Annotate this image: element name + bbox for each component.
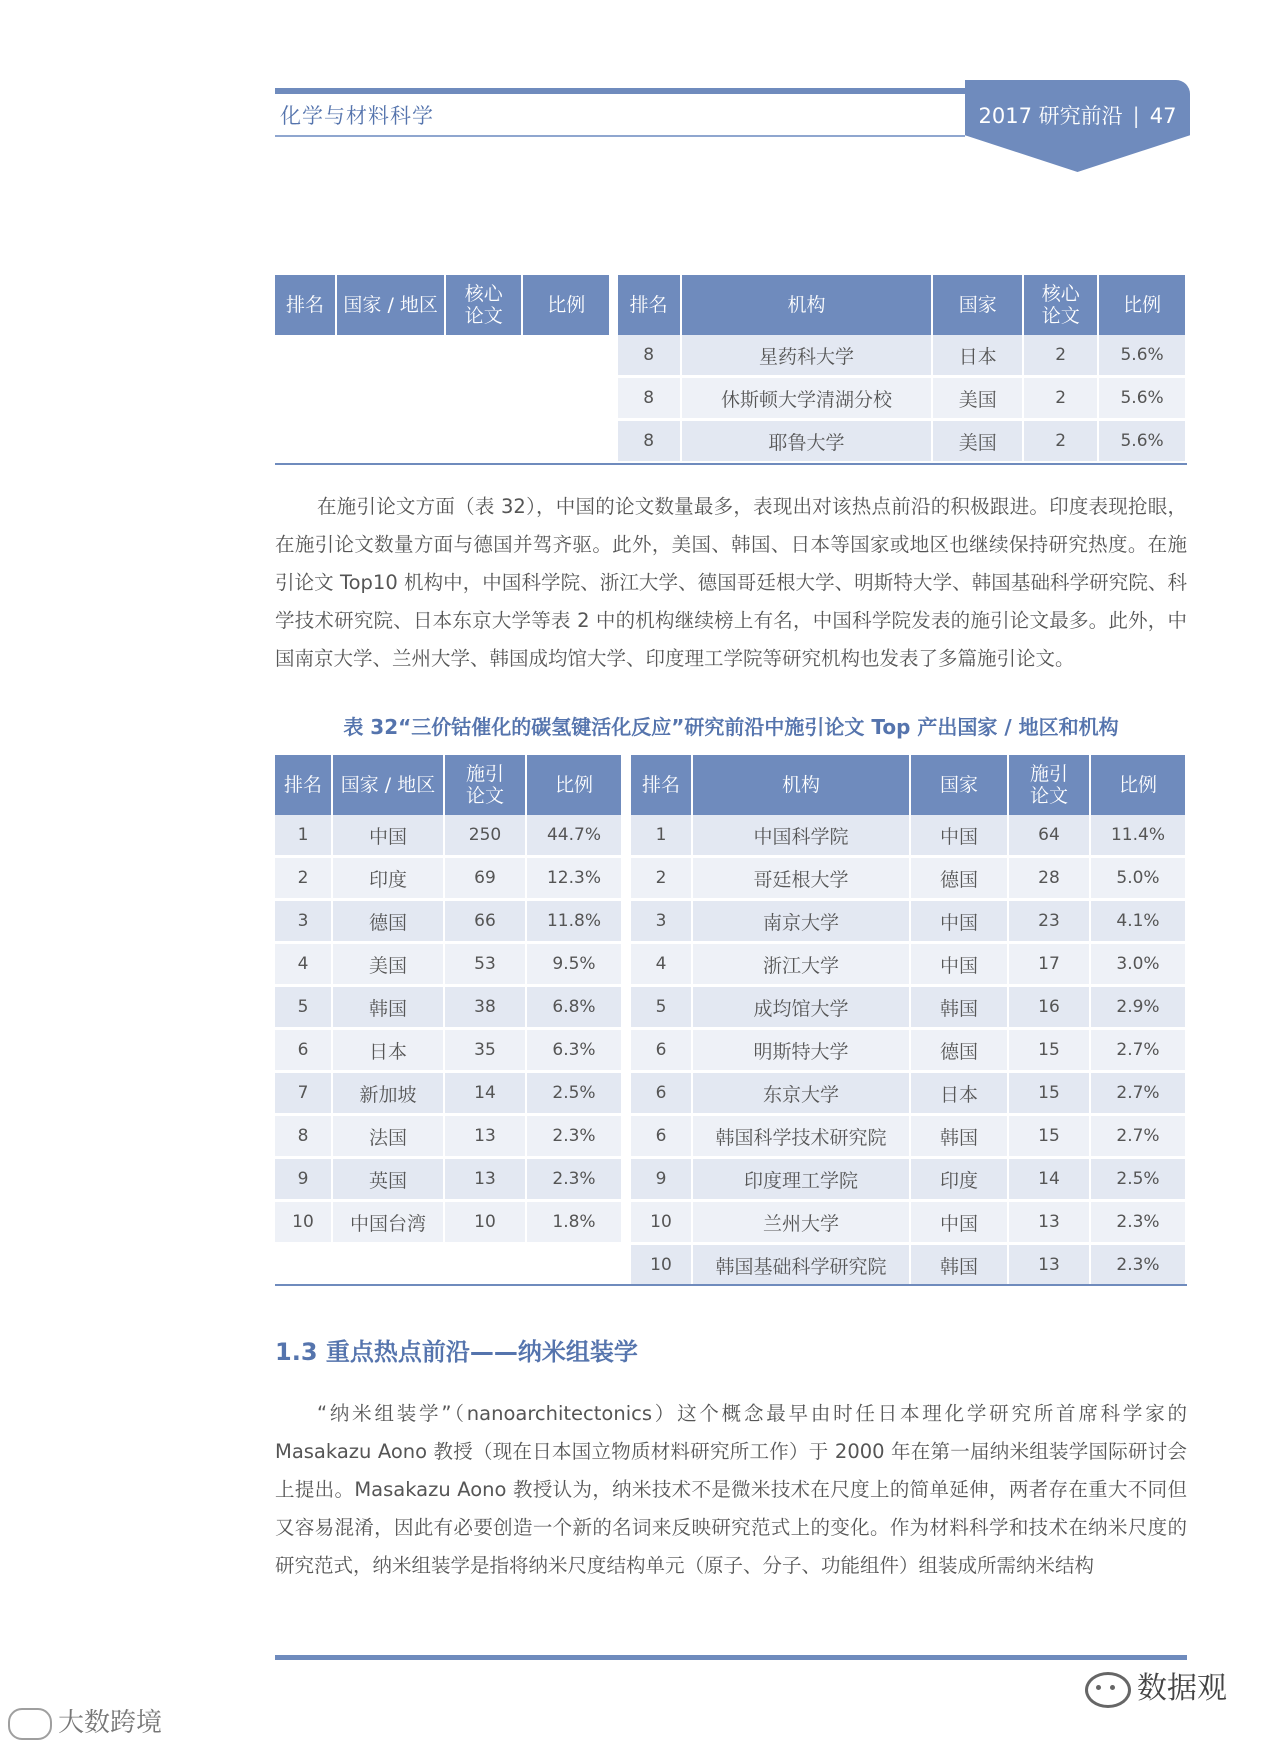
inst-name: 印度理工学院	[693, 1159, 911, 1202]
column-gap	[623, 1030, 631, 1073]
country-rank: 4	[275, 944, 333, 987]
watermark-right	[1085, 1663, 1227, 1708]
table-row	[275, 1116, 1187, 1159]
country-papers: 10	[445, 1202, 527, 1245]
country-papers: 14	[445, 1073, 527, 1116]
col-header-core-papers: 核心 论文	[446, 275, 523, 335]
empty-cell	[275, 421, 611, 464]
country-name: 英国	[333, 1159, 445, 1202]
publication-title: 2017 研究前沿	[978, 104, 1123, 128]
country-share: 9.5%	[527, 944, 623, 987]
country-name: 中国	[333, 815, 445, 858]
country-name: 中国台湾	[333, 1202, 445, 1245]
col-header-inst-country: 国家	[911, 755, 1009, 815]
table-row	[275, 901, 1187, 944]
inst-country: 中国	[911, 901, 1009, 944]
inst-share: 2.3%	[1091, 1202, 1187, 1245]
inst-papers: 64	[1009, 815, 1091, 858]
watermark-text: 数据观	[1137, 1671, 1227, 1706]
table-row	[275, 1245, 1187, 1288]
col-header-inst-papers: 核心 论文	[1024, 275, 1099, 335]
country-papers: 53	[445, 944, 527, 987]
inst-country: 中国	[911, 1202, 1009, 1245]
country-share: 11.8%	[527, 901, 623, 944]
header-separator: |	[1132, 104, 1140, 128]
inst-rank: 9	[631, 1159, 693, 1202]
country-name: 印度	[333, 858, 445, 901]
country-rank: 8	[275, 1116, 333, 1159]
col-header-inst-share: 比例	[1099, 275, 1187, 335]
inst-share: 2.5%	[1091, 1159, 1187, 1202]
inst-name: 兰州大学	[693, 1202, 911, 1245]
table-continued	[275, 275, 1187, 464]
inst-country: 中国	[911, 815, 1009, 858]
country-name: 新加坡	[333, 1073, 445, 1116]
inst-name: 耶鲁大学	[682, 421, 934, 464]
country-share: 2.5%	[527, 1073, 623, 1116]
logo-icon	[8, 1708, 52, 1740]
inst-country: 中国	[911, 944, 1009, 987]
inst-name: 哥廷根大学	[693, 858, 911, 901]
inst-country: 德国	[911, 858, 1009, 901]
inst-papers: 2	[1024, 378, 1099, 421]
table-header-row	[275, 275, 1187, 335]
col-header-country: 国家 / 地区	[333, 755, 445, 815]
table-row	[275, 987, 1187, 1030]
inst-papers: 15	[1009, 1116, 1091, 1159]
country-rank: 9	[275, 1159, 333, 1202]
col-header-share: 比例	[523, 275, 611, 335]
inst-share: 3.0%	[1091, 944, 1187, 987]
country-papers: 13	[445, 1116, 527, 1159]
inst-name: 休斯顿大学清湖分校	[682, 378, 934, 421]
inst-rank: 6	[631, 1073, 693, 1116]
inst-name: 韩国基础科学研究院	[693, 1245, 911, 1288]
inst-name: 东京大学	[693, 1073, 911, 1116]
inst-papers: 14	[1009, 1159, 1091, 1202]
table-row	[275, 335, 1187, 378]
table-row	[275, 1202, 1187, 1245]
watermark-text: 大数跨境	[58, 1708, 163, 1738]
country-rank: 10	[275, 1202, 333, 1245]
country-share: 12.3%	[527, 858, 623, 901]
table-row	[275, 1159, 1187, 1202]
inst-rank: 1	[631, 815, 693, 858]
column-gap	[623, 1202, 631, 1245]
country-share: 1.8%	[527, 1202, 623, 1245]
body-paragraph: 在施引论文方面（表 32），中国的论文数量最多，表现出对该热点前沿的积极跟进。印度表现抢眼，在施引论文数量方面与德国并驾齐驱。此外，美国、韩国、日本等国家或地区也继续保持研究热度。在施引论文 Top10 机构中，中国科学院、浙江大学、德国哥廷根大学、明斯特大学、韩国基础科学研究院、科学技术研究院、日本东京大学等表 2 中的机构继续榜上有名，中国科学院发表的施引论文最多。此外，中国南京大学、兰州大学、韩国成均馆大学、印度理工学院等研究机构也发表了多篇施引论文。	[275, 495, 1187, 670]
inst-country: 韩国	[911, 1116, 1009, 1159]
inst-share: 2.7%	[1091, 1030, 1187, 1073]
table-row	[275, 378, 1187, 421]
table-row	[275, 858, 1187, 901]
inst-rank: 2	[631, 858, 693, 901]
header-underline	[275, 135, 965, 137]
inst-rank: 6	[631, 1116, 693, 1159]
section-label: 化学与材料科学	[280, 104, 434, 128]
inst-country: 韩国	[911, 987, 1009, 1030]
header-rule	[275, 88, 965, 94]
column-gap	[623, 815, 631, 858]
inst-share: 2.7%	[1091, 1116, 1187, 1159]
country-papers: 35	[445, 1030, 527, 1073]
inst-rank: 5	[631, 987, 693, 1030]
country-rank: 1	[275, 815, 333, 858]
inst-country: 德国	[911, 1030, 1009, 1073]
country-papers: 38	[445, 987, 527, 1030]
inst-rank: 3	[631, 901, 693, 944]
column-gap	[623, 755, 631, 815]
inst-country: 美国	[933, 378, 1024, 421]
column-gap	[623, 901, 631, 944]
inst-papers: 13	[1009, 1245, 1091, 1288]
inst-share: 11.4%	[1091, 815, 1187, 858]
table-bottom-rule	[275, 463, 1187, 465]
watermark-left	[8, 1702, 162, 1740]
col-header-inst-country: 国家	[933, 275, 1024, 335]
country-name: 德国	[333, 901, 445, 944]
inst-rank: 8	[618, 378, 682, 421]
country-rank: 6	[275, 1030, 333, 1073]
column-gap	[623, 1116, 631, 1159]
inst-share: 5.6%	[1099, 335, 1187, 378]
column-gap	[623, 1245, 631, 1288]
inst-rank: 8	[618, 421, 682, 464]
inst-papers: 15	[1009, 1073, 1091, 1116]
col-header-inst-rank: 排名	[631, 755, 693, 815]
inst-name: 明斯特大学	[693, 1030, 911, 1073]
inst-rank: 4	[631, 944, 693, 987]
col-header-inst-papers: 施引 论文	[1009, 755, 1091, 815]
col-header-inst-rank: 排名	[618, 275, 682, 335]
inst-share: 2.7%	[1091, 1073, 1187, 1116]
country-share: 2.3%	[527, 1116, 623, 1159]
country-share: 6.3%	[527, 1030, 623, 1073]
country-papers: 250	[445, 815, 527, 858]
empty-cell	[275, 378, 611, 421]
country-rank: 5	[275, 987, 333, 1030]
inst-papers: 23	[1009, 901, 1091, 944]
table-header-row	[275, 755, 1187, 815]
column-gap	[623, 1073, 631, 1116]
body-paragraph: “纳米组装学”（nanoarchitectonics）这个概念最早由时任日本理化学研究所首席科学家的 Masakazu Aono 教授（现在日本国立物质材料研究所工作）于 2000 年在第一届纳米组装学国际研讨会上提出。Masakazu Aono 教授认为，纳米技术不是微米技术在尺度上的简单延伸，两者存在重大不同但又容易混淆，因此有必要创造一个新的名词来反映研究范式上的变化。作为材料科学和技术在纳米尺度的研究范式，纳米组装学是指将纳米尺度结构单元（原子、分子、功能组件）组装成所需纳米结构	[275, 1402, 1187, 1577]
empty-cell	[275, 335, 611, 378]
inst-share: 2.9%	[1091, 987, 1187, 1030]
col-header-rank: 排名	[275, 275, 337, 335]
table-32-body	[275, 815, 1187, 1288]
country-papers: 69	[445, 858, 527, 901]
col-header-country: 国家 / 地区	[337, 275, 446, 335]
col-header-inst-share: 比例	[1091, 755, 1187, 815]
inst-share: 5.6%	[1099, 378, 1187, 421]
inst-rank: 10	[631, 1202, 693, 1245]
country-name: 日本	[333, 1030, 445, 1073]
table-row	[275, 421, 1187, 464]
country-share: 44.7%	[527, 815, 623, 858]
inst-name: 南京大学	[693, 901, 911, 944]
inst-country: 美国	[933, 421, 1024, 464]
inst-papers: 13	[1009, 1202, 1091, 1245]
col-header-citing-papers: 施引 论文	[445, 755, 527, 815]
table-row	[275, 944, 1187, 987]
table-32	[275, 755, 1187, 1288]
page-number: 47	[1149, 104, 1177, 128]
inst-papers: 2	[1024, 421, 1099, 464]
inst-name: 浙江大学	[693, 944, 911, 987]
table-bottom-rule	[275, 1284, 1187, 1286]
country-rank: 3	[275, 901, 333, 944]
country-rank: 2	[275, 858, 333, 901]
chat-bubble-icon	[1085, 1672, 1131, 1708]
inst-rank: 8	[618, 335, 682, 378]
inst-share: 2.3%	[1091, 1245, 1187, 1288]
column-gap	[623, 858, 631, 901]
inst-papers: 2	[1024, 335, 1099, 378]
country-name: 韩国	[333, 987, 445, 1030]
inst-name: 中国科学院	[693, 815, 911, 858]
inst-share: 5.6%	[1099, 421, 1187, 464]
country-papers: 13	[445, 1159, 527, 1202]
inst-country: 日本	[933, 335, 1024, 378]
footer-rule	[275, 1655, 1187, 1660]
header-tab-text	[975, 100, 1180, 130]
inst-country: 日本	[911, 1073, 1009, 1116]
col-header-institution: 机构	[682, 275, 934, 335]
empty-cell	[275, 1245, 623, 1288]
table-row	[275, 1073, 1187, 1116]
table-caption: 表 32“三价钴催化的碳氢键活化反应”研究前沿中施引论文 Top 产出国家 / 地区和机构	[343, 715, 1119, 739]
country-rank: 7	[275, 1073, 333, 1116]
section-heading: 1.3 重点热点前沿——纳米组装学	[275, 1338, 638, 1366]
table-row	[275, 1030, 1187, 1073]
column-gap	[623, 944, 631, 987]
country-share: 2.3%	[527, 1159, 623, 1202]
col-header-share: 比例	[527, 755, 623, 815]
country-share: 6.8%	[527, 987, 623, 1030]
table-row	[275, 815, 1187, 858]
inst-name: 星药科大学	[682, 335, 934, 378]
country-papers: 66	[445, 901, 527, 944]
col-header-rank: 排名	[275, 755, 333, 815]
country-name: 美国	[333, 944, 445, 987]
col-header-institution: 机构	[693, 755, 911, 815]
inst-share: 4.1%	[1091, 901, 1187, 944]
inst-share: 5.0%	[1091, 858, 1187, 901]
inst-papers: 28	[1009, 858, 1091, 901]
inst-name: 成均馆大学	[693, 987, 911, 1030]
inst-country: 韩国	[911, 1245, 1009, 1288]
column-gap	[623, 1159, 631, 1202]
inst-papers: 17	[1009, 944, 1091, 987]
inst-rank: 10	[631, 1245, 693, 1288]
inst-name: 韩国科学技术研究院	[693, 1116, 911, 1159]
inst-papers: 16	[1009, 987, 1091, 1030]
column-gap	[623, 987, 631, 1030]
inst-rank: 6	[631, 1030, 693, 1073]
country-name: 法国	[333, 1116, 445, 1159]
inst-papers: 15	[1009, 1030, 1091, 1073]
inst-country: 印度	[911, 1159, 1009, 1202]
